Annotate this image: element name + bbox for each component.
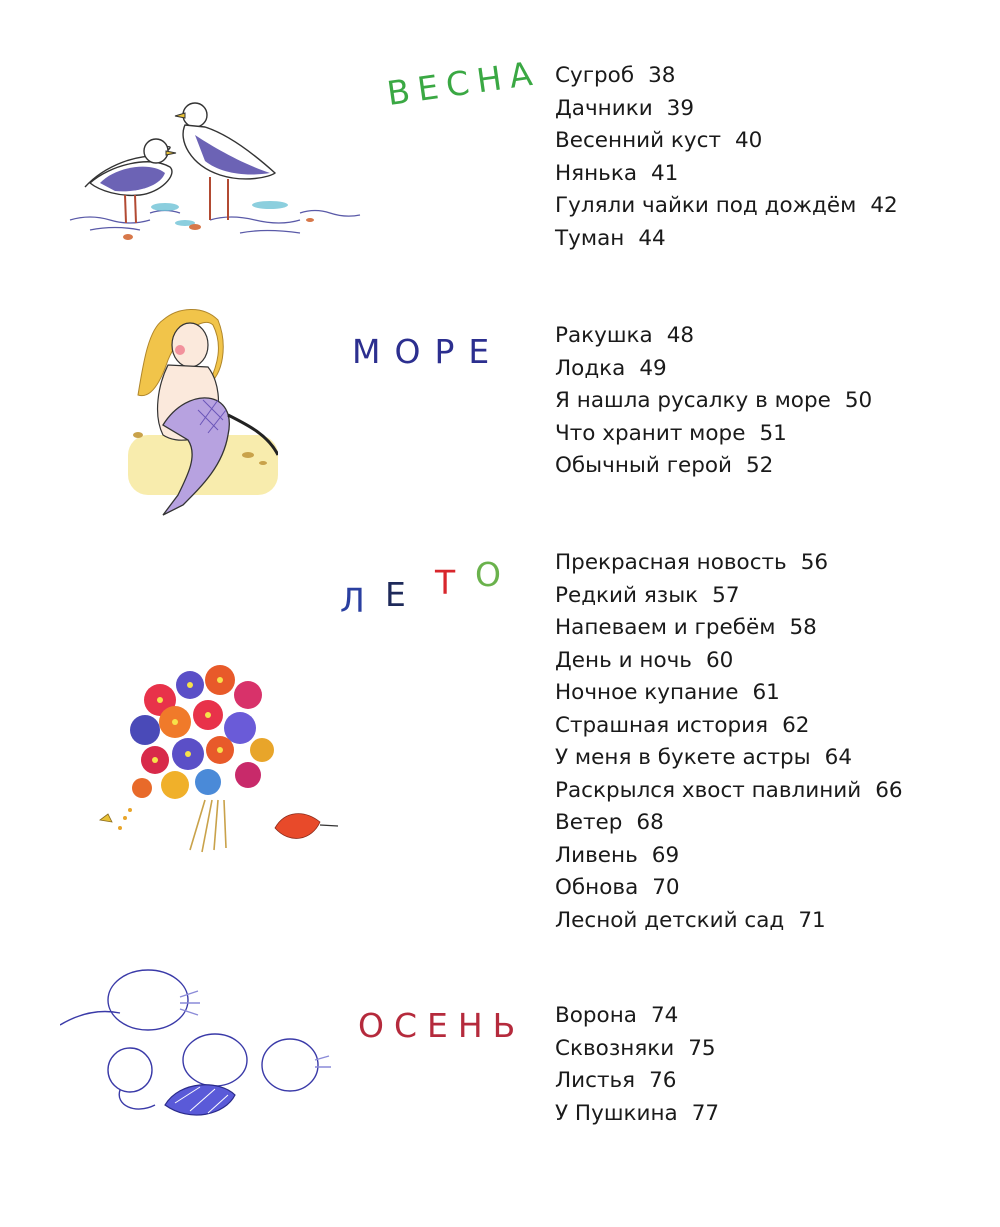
page-number: 57 — [712, 582, 740, 608]
season-title-spring: ВЕСНА — [384, 52, 543, 113]
page-number: 51 — [759, 420, 787, 446]
toc-entry[interactable]: Напеваем и гребём 58 — [555, 615, 817, 640]
page-number: 75 — [688, 1035, 716, 1061]
season-title-summer: Л Е Т О — [340, 555, 509, 620]
toc-entry[interactable]: Раскрылся хвост павлиний 66 — [555, 777, 903, 803]
wind-children-illustration — [60, 965, 340, 1130]
toc-entry[interactable]: Прекрасная новость 56 — [555, 550, 829, 575]
page-number: 40 — [734, 128, 763, 153]
toc-entry[interactable]: Что хранит море 51 — [555, 420, 787, 446]
toc-entry[interactable]: Лесной детский сад 71 — [555, 907, 826, 933]
seagulls-illustration — [60, 95, 390, 245]
toc-entry[interactable]: Сквозняки 75 — [555, 1035, 716, 1061]
page-number: 41 — [651, 160, 679, 186]
toc-entry[interactable]: Гуляли чайки под дождём 42 — [555, 193, 898, 218]
toc-entry[interactable]: Сугроб 38 — [555, 63, 676, 88]
toc-entry[interactable]: Ракушка 48 — [555, 323, 695, 348]
season-title-autumn: ОСЕНЬ — [358, 1006, 526, 1045]
toc-entry[interactable]: Обнова 70 — [555, 875, 680, 900]
page-number: 38 — [648, 63, 676, 88]
page-number: 66 — [875, 777, 903, 803]
toc-entry[interactable]: Нянька 41 — [555, 160, 679, 186]
mermaid-illustration — [108, 305, 278, 525]
toc-entry[interactable]: Туман 44 — [555, 225, 666, 251]
toc-entry[interactable]: Лодка 49 — [555, 355, 667, 381]
toc-entry[interactable]: Ворона 74 — [555, 1003, 679, 1028]
toc-entry[interactable]: День и ночь 60 — [555, 647, 734, 673]
toc-entry[interactable]: Ночное купание 61 — [555, 680, 780, 705]
page-number: 61 — [752, 680, 780, 705]
season-title-sea: МОРЕ — [352, 332, 504, 371]
page-number: 44 — [638, 225, 666, 251]
page-number: 68 — [636, 810, 664, 835]
page-number: 77 — [691, 1100, 720, 1126]
page-number: 76 — [649, 1068, 677, 1093]
toc-entry[interactable]: Редкий язык 57 — [555, 582, 740, 608]
page-number: 42 — [870, 193, 898, 218]
toc-entry[interactable]: Я нашла русалку в море 50 — [555, 388, 873, 413]
page-number: 58 — [789, 615, 817, 640]
toc-entry[interactable]: Листья 76 — [555, 1068, 677, 1093]
page-number: 60 — [705, 647, 734, 673]
page-number: 62 — [782, 712, 810, 738]
sea-poem-list — [555, 320, 872, 483]
page-number: 70 — [652, 875, 680, 900]
page-number: 71 — [798, 907, 826, 933]
autumn-poem-list — [555, 1000, 719, 1130]
page-number: 50 — [844, 388, 873, 413]
page-number: 64 — [824, 745, 852, 770]
page-number: 52 — [746, 453, 774, 478]
toc-entry[interactable]: Обычный герой 52 — [555, 453, 774, 478]
summer-poem-list — [555, 547, 903, 937]
spring-poem-list — [555, 60, 898, 255]
page-number: 56 — [800, 550, 829, 575]
toc-entry[interactable]: Весенний куст 40 — [555, 128, 763, 153]
toc-entry[interactable]: Страшная история 62 — [555, 712, 810, 738]
toc-entry[interactable]: У Пушкина 77 — [555, 1100, 720, 1126]
page-number: 74 — [650, 1003, 679, 1028]
page-number: 48 — [666, 323, 695, 348]
toc-entry[interactable]: У меня в букете астры 64 — [555, 745, 852, 770]
page-number: 39 — [666, 95, 695, 121]
toc-entry[interactable]: Дачники 39 — [555, 95, 695, 121]
flower-bouquet-illustration — [90, 650, 350, 860]
toc-entry[interactable]: Ливень 69 — [555, 842, 680, 868]
page-number: 49 — [639, 355, 667, 381]
page-number: 69 — [651, 842, 680, 868]
toc-entry[interactable]: Ветер 68 — [555, 810, 664, 835]
